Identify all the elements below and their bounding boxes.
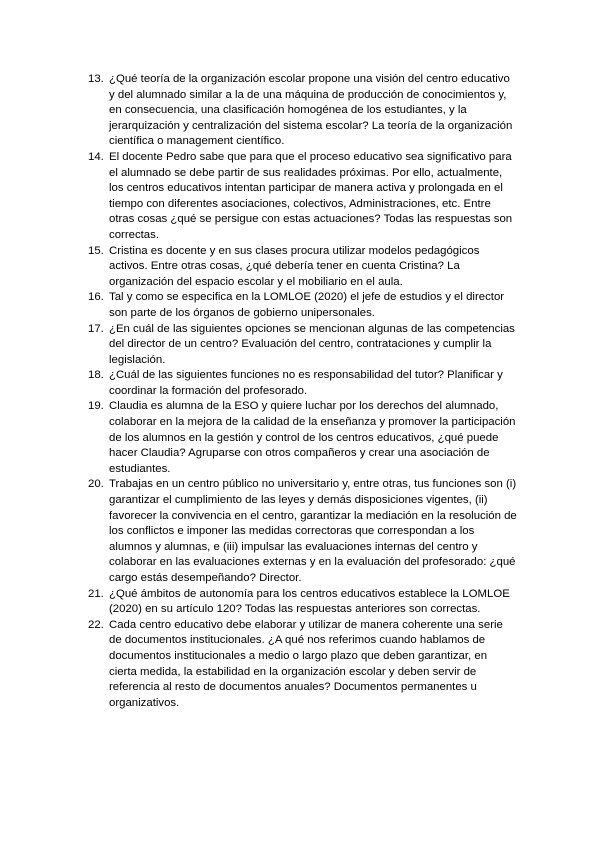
question-text: Tal y como se especifica en la LOMLOE (2020) el jefe de estudios y el director son parte de los órganos de gobierno unipersonales. [109, 291, 505, 319]
question-number: 19. [88, 400, 104, 413]
question-number: 13. [88, 73, 104, 85]
question-text: ¿En cuál de las siguientes opciones se mencionan algunas de las competencias del director de un centro? Evaluación del centro, contrataciones y cumplir la legislación. [109, 322, 515, 366]
question-number: 22. [88, 618, 104, 631]
question-item-16 [88, 290, 518, 321]
question-text: El docente Pedro sabe que para que el proceso educativo sea significativo para el alumnado se debe partir de sus realidades próximas. Por ello, actualmente, los centros educativos intentan participar de manera activa y prolongada en el tiempo con diferentes asociaciones, colectivos, Administraciones, etc. Entre otras cosas ¿qué se persigue con estas actuaciones? Todas las respuestas son correctas. [109, 150, 513, 241]
question-item-20 [88, 477, 518, 586]
question-text: Cada centro educativo debe elaborar y utilizar de manera coherente una serie de documentos institucionales. ¿A qué nos referimos cuando hablamos de documentos institucionales a medio o largo plazo que deben garantizar, en cierta medida, la estabilidad en la organización escolar y deben servir de referencia al resto de documentos anuales? Documentos permanentes u organizativos. [109, 618, 503, 709]
question-item-17 [88, 322, 518, 369]
question-number: 16. [88, 291, 104, 304]
question-item-22 [88, 618, 518, 712]
question-text: Trabajas en un centro público no universitario y, entre otras, tus funciones son (i) garantizar el cumplimiento de las leyes y demás disposiciones vigentes, (ii) favorecer la convivencia en el centro, garantizar la mediación en la resolución de los conflictos e imponer las medidas correctoras que correspondan a los alumnos y alumnas, e (iii) impulsar las evaluaciones internas del centro y colaborar en las evaluaciones externas y en la evaluación del profesorado: ¿qué cargo estás desempeñando? Director. [109, 478, 517, 584]
question-item-14 [88, 150, 518, 244]
question-number: 14. [88, 150, 104, 163]
question-text: ¿Qué teoría de la organización escolar propone una visión del centro educativo y del alumnado similar a la de una máquina de producción de conocimientos y, en consecuencia, una clasificación homogénea de los estudiantes, y la jerarquización y centralización del sistema escolar? La teoría de la organización científica o management científico. [109, 73, 513, 148]
question-item-15 [88, 244, 518, 291]
question-text: Claudia es alumna de la ESO y quiere luchar por los derechos del alumnado, colaborar en la mejora de la calidad de la enseñanza y promover la participación de los alumnos en la gestión y control de los centros educativos, ¿qué puede hacer Claudia? Agruparse con otros compañeros y crear una asociación de estudiantes. [109, 400, 516, 475]
question-number: 18. [88, 369, 104, 382]
question-number: 15. [88, 244, 104, 257]
question-item-18 [88, 368, 518, 399]
question-list [88, 72, 518, 711]
question-text: ¿Cuál de las siguientes funciones no es responsabilidad del tutor? Planificar y coordinar la formación del profesorado. [109, 369, 503, 397]
question-item-21 [88, 587, 518, 618]
question-item-19 [88, 399, 518, 477]
question-number: 20. [88, 478, 104, 491]
question-item-13 [88, 72, 518, 150]
question-text: Cristina es docente y en sus clases procura utilizar modelos pedagógicos activos. Entre otras cosas, ¿qué debería tener en cuenta Cristina? La organización del espacio escolar y el mobiliario en el aula. [109, 244, 480, 288]
question-number: 17. [88, 322, 104, 335]
question-text: ¿Qué ámbitos de autonomía para los centros educativos establece la LOMLOE (2020) en su artículo 120? Todas las respuestas anteriores son correctas. [109, 587, 510, 616]
question-number: 21. [88, 587, 104, 600]
